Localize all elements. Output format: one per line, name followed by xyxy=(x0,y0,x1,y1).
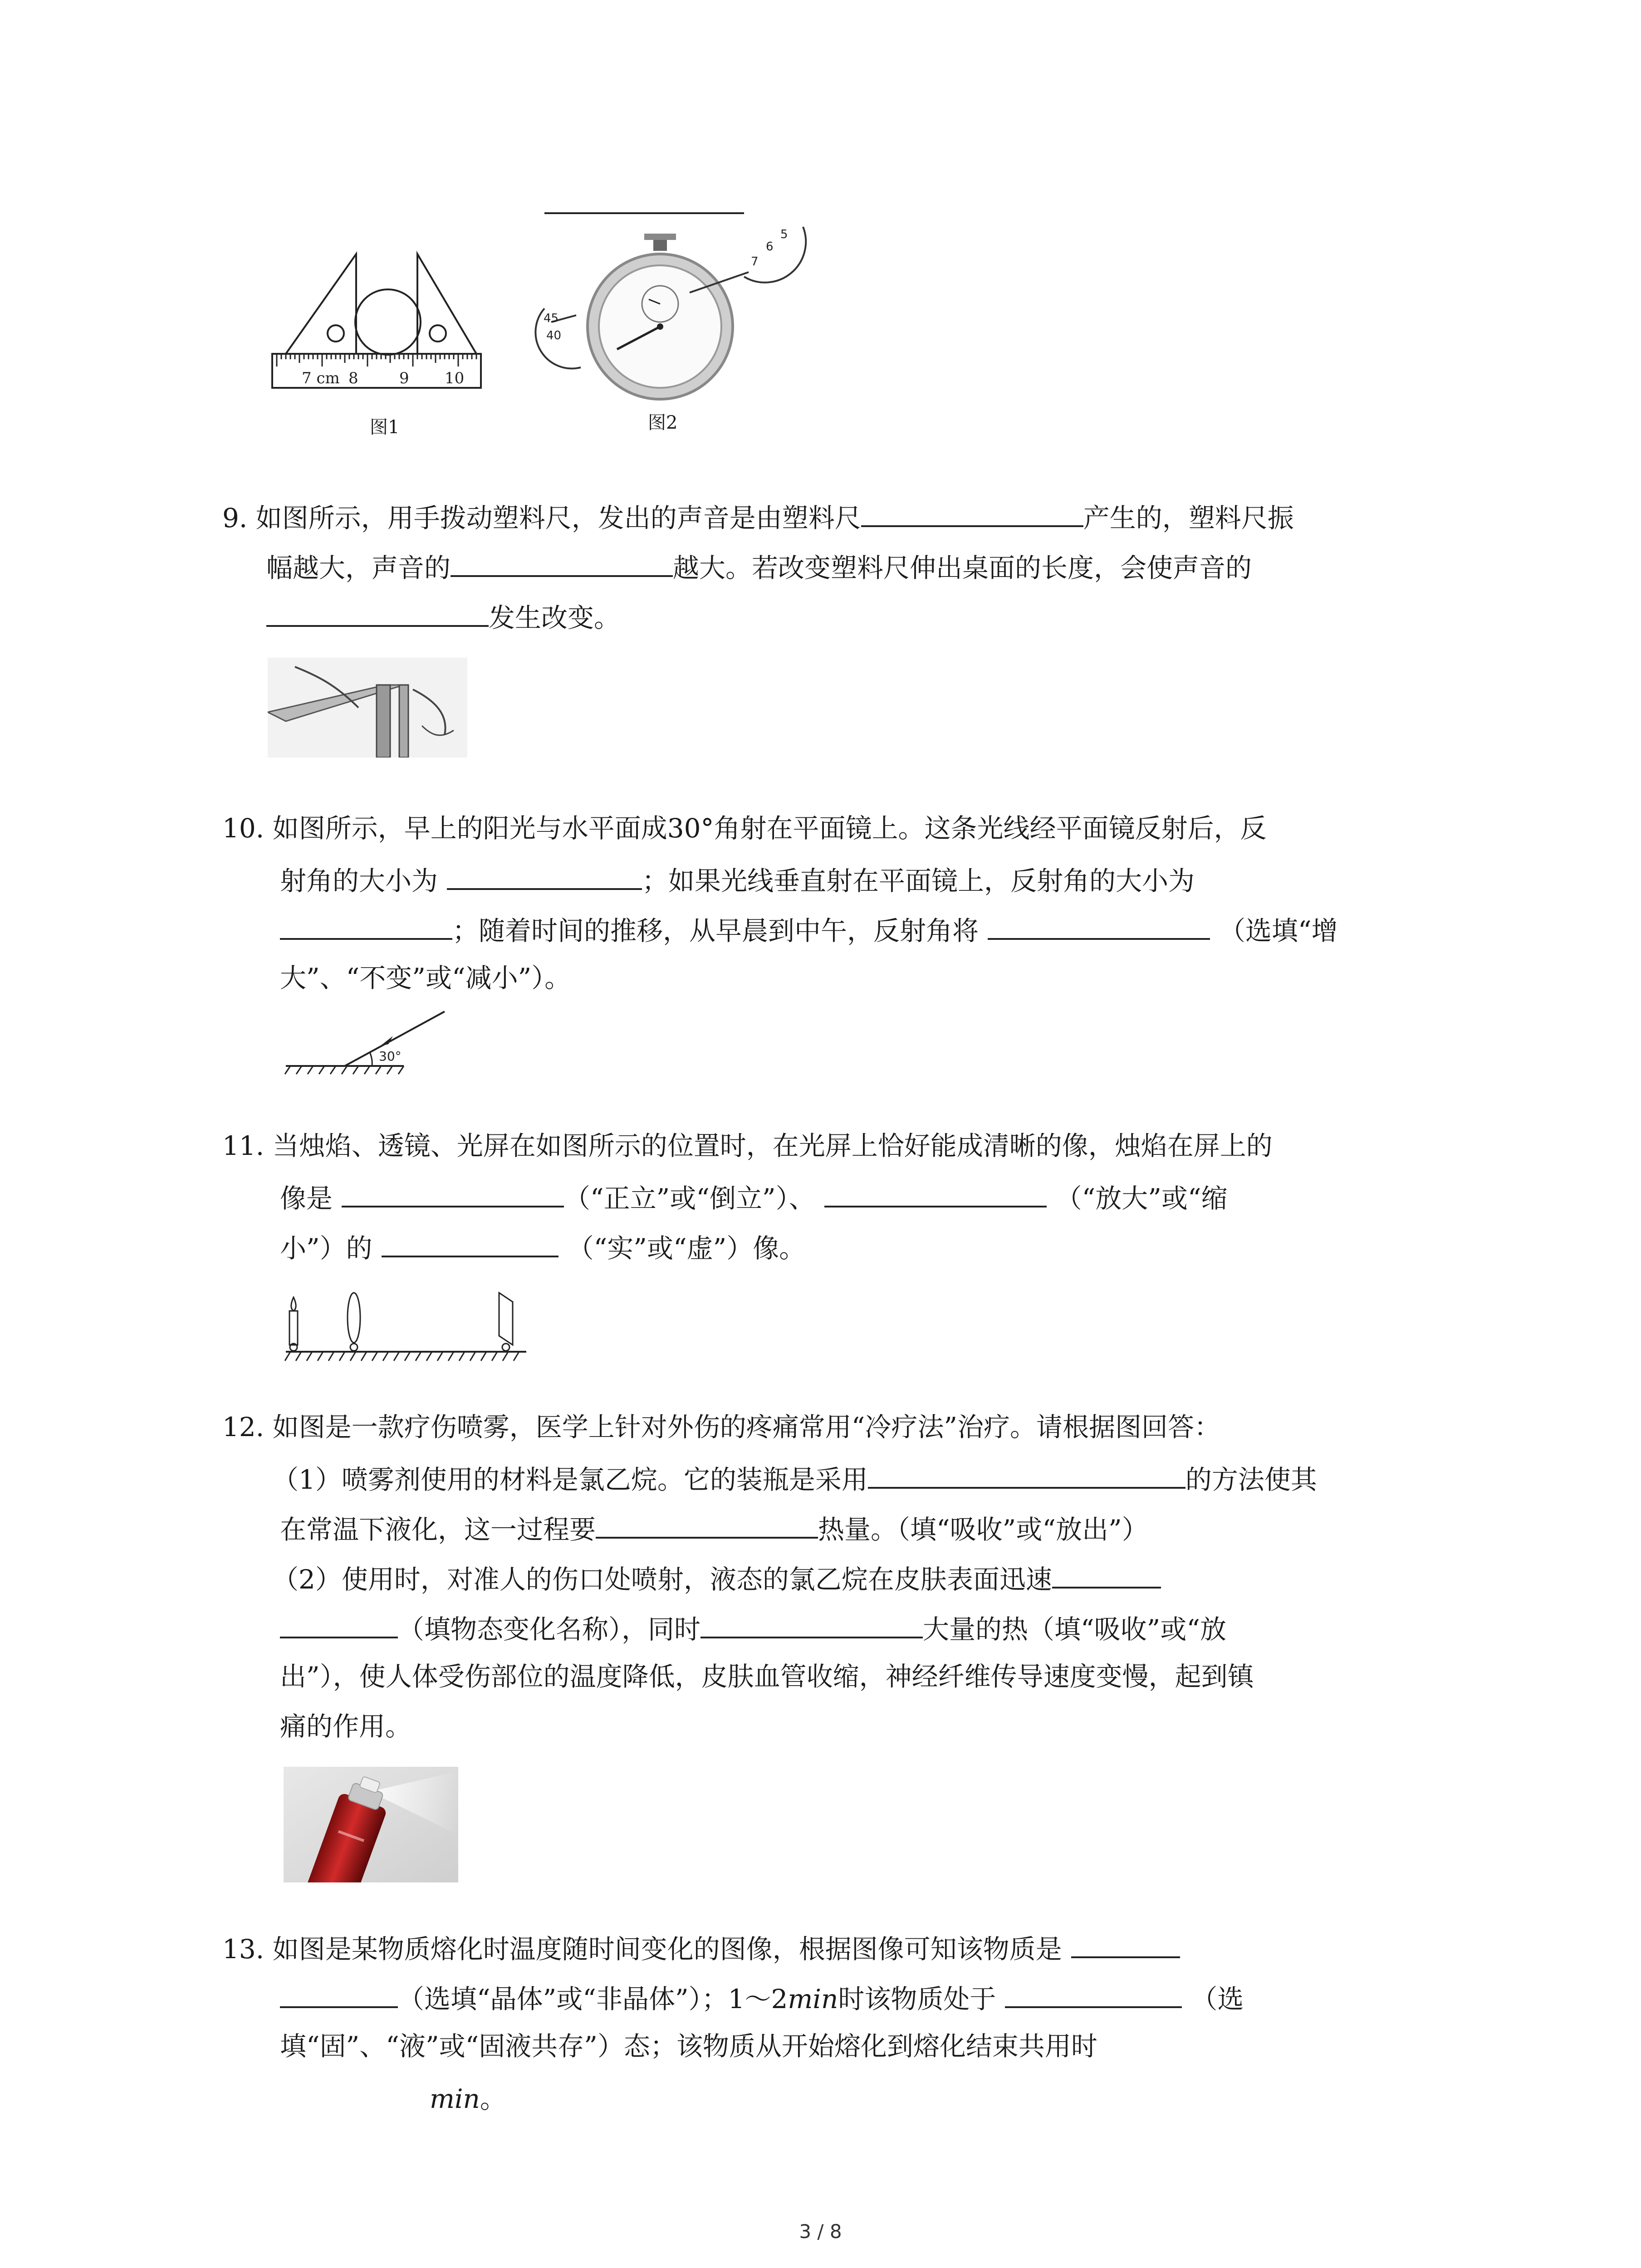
q13-blank-4[interactable] xyxy=(280,2080,430,2108)
q9-blank-1[interactable] xyxy=(861,499,1083,527)
q10-line-4: 大”、“不变”或“减小”）。 xyxy=(280,963,571,993)
bench-hatch-mark xyxy=(350,1352,356,1361)
q10-blank-1[interactable] xyxy=(447,862,642,890)
q13-line-4: min。 xyxy=(280,2080,506,2115)
bench-hatch-mark xyxy=(481,1352,486,1361)
angle-label: 30° xyxy=(379,1049,402,1064)
q12-blank-4[interactable] xyxy=(280,1610,398,1638)
q11-blank-1[interactable] xyxy=(342,1179,564,1207)
bench-hatch-mark xyxy=(361,1352,367,1361)
q10-number: 10. xyxy=(222,813,265,844)
q11-blank-2[interactable] xyxy=(824,1179,1047,1207)
q12-blank-1[interactable] xyxy=(868,1461,1185,1489)
bench-hatch-mark xyxy=(492,1352,497,1361)
q12-line-4: （2）使用时，对准人的伤口处喷射，液态的氯乙烷在皮肤表面迅速 xyxy=(272,1560,1161,1596)
q13-blank-2[interactable] xyxy=(280,1980,398,2008)
dial-right-7: 7 xyxy=(751,255,759,269)
q11-line-2: 像是 （“正立”或“倒立”）、 （“放大”或“缩 xyxy=(280,1179,1228,1215)
q12-line-2: （1）喷雾剂使用的材料是氯乙烷。它的装瓶是采用 的方法使其 xyxy=(272,1461,1317,1496)
ruler-label-9: 9 xyxy=(399,369,409,387)
q12-blank-2[interactable] xyxy=(596,1510,818,1539)
q10-line-1: 10. 如图所示，早上的阳光与水平面成30°角射在平面镜上。这条光线经平面镜反射后，反 xyxy=(222,813,1267,844)
q9-line-1: 9. 如图所示，用手拨动塑料尺，发出的声音是由塑料尺 产生的，塑料尺振 xyxy=(222,499,1294,534)
bench-hatch-mark xyxy=(426,1352,432,1361)
q10-line-3: ；随着时间的推移，从早晨到中午，反射角将 （选填“增 xyxy=(280,912,1338,947)
figure-1-caption: 图1 xyxy=(370,417,400,438)
bench-hatch-mark xyxy=(405,1352,410,1361)
bench-hatch-mark xyxy=(372,1352,377,1361)
ruler-label-8: 8 xyxy=(348,369,358,387)
q10-line-2: 射角的大小为 ；如果光线垂直射在平面镜上，反射角的大小为 xyxy=(280,862,1195,897)
q12-number: 12. xyxy=(222,1412,265,1442)
bench-hatch-mark xyxy=(470,1352,475,1361)
q10-blank-2[interactable] xyxy=(280,912,452,940)
figure-2-caption: 图2 xyxy=(648,412,678,433)
mirror-diagram xyxy=(281,1007,454,1080)
dial-small-45: 45 xyxy=(544,312,559,325)
q13-line-2: （选填“晶体”或“非晶体”）；1～2min时该物质处于 （选 xyxy=(280,1980,1244,2015)
q13-blank-3[interactable] xyxy=(1005,1980,1182,2008)
bench-hatch-mark xyxy=(285,1352,290,1361)
q9-line-3: 发生改变。 xyxy=(266,599,620,634)
bench-hatch-mark xyxy=(514,1352,519,1361)
q9-line-2: 幅越大，声音的 越大。若改变塑料尺伸出桌面的长度，会使声音的 xyxy=(266,549,1252,584)
q13-line-1: 13. 如图是某物质熔化时温度随时间变化的图像，根据图像可知该物质是 xyxy=(222,1930,1180,1965)
q9-blank-3[interactable] xyxy=(266,599,489,627)
bench-hatch-mark xyxy=(503,1352,508,1361)
bench-hatch-mark xyxy=(339,1352,345,1361)
stopwatch-diagram xyxy=(508,213,826,408)
q11-line-1: 11. 当烛焰、透镜、光屏在如图所示的位置时，在光屏上恰好能成清晰的像，烛焰在屏上的 xyxy=(222,1130,1273,1161)
q10-figure-mirror xyxy=(281,1007,454,1080)
optical-bench-diagram xyxy=(281,1284,535,1365)
q10-blank-3[interactable] xyxy=(988,912,1210,940)
q12-line-6: 出”），使人体受伤部位的温度降低，皮肤血管收缩，神经纤维传导速度变慢，起到镇 xyxy=(280,1661,1254,1692)
bench-hatch-mark xyxy=(328,1352,334,1361)
q11-figure-optical-bench xyxy=(281,1284,535,1365)
q11-line-3: 小”）的 （“实”或“虚”）像。 xyxy=(280,1229,805,1265)
figure-1-caliper xyxy=(268,245,485,417)
dial-right-6: 6 xyxy=(766,240,774,254)
q9-number: 9. xyxy=(222,503,248,533)
q12-line-5: （填物态变化名称），同时 大量的热（填“吸收”或“放 xyxy=(280,1610,1226,1646)
q12-blank-3[interactable] xyxy=(1052,1560,1161,1589)
bench-hatch-mark xyxy=(296,1352,301,1361)
dial-right-5: 5 xyxy=(780,228,788,241)
q12-blank-5[interactable] xyxy=(700,1610,923,1638)
q9-blank-2[interactable] xyxy=(451,549,673,577)
bench-hatch-mark xyxy=(416,1352,421,1361)
q9-figure-ruler-table xyxy=(268,658,467,758)
q11-number: 11. xyxy=(222,1130,265,1161)
ruler-on-table-image xyxy=(268,658,467,758)
ruler-label-7: 7 cm xyxy=(302,369,340,387)
q12-figure-spray-can xyxy=(284,1767,458,1882)
bench-hatch-mark xyxy=(459,1352,465,1361)
q13-line-3: 填“固”、“液”或“固液共存”）态；该物质从开始熔化到熔化结束共用时 xyxy=(280,2031,1097,2062)
bench-hatch-mark xyxy=(394,1352,399,1361)
q13-blank-1[interactable] xyxy=(1071,1930,1180,1958)
bench-hatch-mark xyxy=(448,1352,454,1361)
bench-hatch-mark xyxy=(437,1352,443,1361)
q12-line-3: 在常温下液化，这一过程要 热量。（填“吸收”或“放出”） xyxy=(280,1510,1148,1546)
q12-line-7: 痛的作用。 xyxy=(280,1711,412,1742)
q11-blank-3[interactable] xyxy=(382,1229,558,1257)
caliper-diagram xyxy=(268,245,485,417)
bench-hatch-mark xyxy=(318,1352,323,1361)
q12-line-1: 12. 如图是一款疗伤喷雾，医学上针对外伤的疼痛常用“冷疗法”治疗。请根据图回答： xyxy=(222,1412,1220,1442)
spray-can-photo xyxy=(284,1767,458,1882)
bench-hatch-mark xyxy=(307,1352,312,1361)
page-number: 3 / 8 xyxy=(799,2220,842,2243)
bench-hatch-mark xyxy=(383,1352,388,1361)
figure-2-stopwatch xyxy=(508,213,826,408)
dial-small-40: 40 xyxy=(546,329,562,342)
ruler-label-10: 10 xyxy=(445,369,465,387)
q13-number: 13. xyxy=(222,1934,265,1965)
